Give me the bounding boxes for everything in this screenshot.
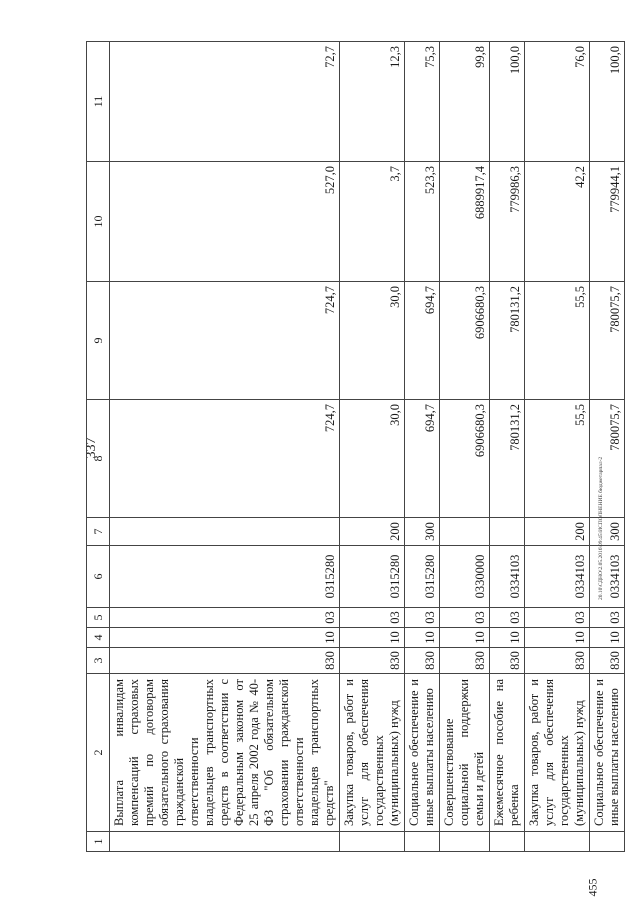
- column-header: 10: [87, 162, 110, 282]
- col-1-cell: [405, 832, 440, 852]
- amount-10-cell: 6889917,4: [440, 162, 490, 282]
- code-5-cell: 03: [525, 608, 590, 628]
- amount-10-cell: 42,2: [525, 162, 590, 282]
- table-row: [440, 42, 490, 852]
- table-row: [525, 42, 590, 852]
- percent-11-cell: 72,7: [110, 42, 340, 162]
- table-row: [340, 42, 405, 852]
- code-5-cell: 03: [590, 608, 625, 628]
- code-4-cell: 10: [110, 628, 340, 648]
- description-cell: Социальное обеспечение и иные выплаты населению: [405, 674, 440, 832]
- code-4-cell: 10: [525, 628, 590, 648]
- code-4-cell: 10: [340, 628, 405, 648]
- column-header: 9: [87, 282, 110, 400]
- col-1-cell: [590, 832, 625, 852]
- col-1-cell: [490, 832, 525, 852]
- column-header: 8: [87, 400, 110, 518]
- code-4-cell: 10: [590, 628, 625, 648]
- amount-9-cell: 30,0: [340, 282, 405, 400]
- code-3-cell: 830: [490, 648, 525, 674]
- code-3-cell: 830: [525, 648, 590, 674]
- code-3-cell: 830: [340, 648, 405, 674]
- col-1-cell: [440, 832, 490, 852]
- code-7-cell: [110, 518, 340, 546]
- code-3-cell: 830: [590, 648, 625, 674]
- budget-table: [86, 41, 625, 852]
- amount-10-cell: 779944,1: [590, 162, 625, 282]
- table-row: [405, 42, 440, 852]
- percent-11-cell: 76,0: [525, 42, 590, 162]
- code-5-cell: 03: [440, 608, 490, 628]
- amount-9-cell: 694,7: [405, 282, 440, 400]
- column-header: 11: [87, 42, 110, 162]
- amount-8-cell: 780131,2: [490, 400, 525, 518]
- code-6-cell: 0334103: [525, 546, 590, 608]
- percent-11-cell: 99,8: [440, 42, 490, 162]
- amount-8-cell: 694,7: [405, 400, 440, 518]
- percent-11-cell: 75,3: [405, 42, 440, 162]
- code-3-cell: 830: [405, 648, 440, 674]
- percent-11-cell: 12,3: [340, 42, 405, 162]
- amount-10-cell: 523,3: [405, 162, 440, 282]
- amount-10-cell: 527,0: [110, 162, 340, 282]
- amount-9-cell: 780075,7: [590, 282, 625, 400]
- code-5-cell: 03: [110, 608, 340, 628]
- amount-9-cell: 55,5: [525, 282, 590, 400]
- code-5-cell: 03: [405, 608, 440, 628]
- code-6-cell: 0334103: [490, 546, 525, 608]
- amount-8-cell: 724,7: [110, 400, 340, 518]
- code-4-cell: 10: [490, 628, 525, 648]
- code-5-cell: 03: [490, 608, 525, 628]
- amount-10-cell: 779986,3: [490, 162, 525, 282]
- column-header: 1: [87, 832, 110, 852]
- description-cell: Совершенствование социальной поддержки семьи и детей: [440, 674, 490, 832]
- code-7-cell: [440, 518, 490, 546]
- column-header: 6: [87, 546, 110, 608]
- code-4-cell: 10: [405, 628, 440, 648]
- table-row: [490, 42, 525, 852]
- code-7-cell: 300: [590, 518, 625, 546]
- description-cell: Выплата инвалидам компенсаций страховых премий по договорам обязательного страхования гражданской ответственности владельцев транспортных средств в соответствии с Федеральным законом от 25 апреля 2002 года № 40-ФЗ "Об обязательном страховании гражданской ответственности владельцев транспортных средств": [110, 674, 340, 832]
- footer-code: 20.10\СДНО\2.05.2016\09:45\ИСПОЛНЕНИЕ бюджетарпал-2: [598, 456, 604, 600]
- amount-9-cell: 724,7: [110, 282, 340, 400]
- col-1-cell: [525, 832, 590, 852]
- code-7-cell: 200: [340, 518, 405, 546]
- code-3-cell: 830: [110, 648, 340, 674]
- code-6-cell: 0334103: [590, 546, 625, 608]
- column-header: 5: [87, 608, 110, 628]
- table-row: [590, 42, 625, 852]
- description-cell: Закупка товаров, работ и услуг для обеспечения государственных (муниципальных) нужд: [525, 674, 590, 832]
- amount-8-cell: 6906680,3: [440, 400, 490, 518]
- amount-9-cell: 780131,2: [490, 282, 525, 400]
- page-number-top: 337: [84, 437, 99, 459]
- page-number-bottom: 455: [585, 878, 600, 897]
- column-header: 7: [87, 518, 110, 546]
- column-header: 4: [87, 628, 110, 648]
- percent-11-cell: 100,0: [590, 42, 625, 162]
- code-7-cell: 300: [405, 518, 440, 546]
- code-3-cell: 830: [440, 648, 490, 674]
- code-5-cell: 03: [340, 608, 405, 628]
- column-header: 2: [87, 674, 110, 832]
- code-6-cell: 0315280: [110, 546, 340, 608]
- percent-11-cell: 100,0: [490, 42, 525, 162]
- amount-10-cell: 3,7: [340, 162, 405, 282]
- description-cell: Социальное обеспечение и иные выплаты населению: [590, 674, 625, 832]
- code-6-cell: 0315280: [340, 546, 405, 608]
- code-6-cell: 0330000: [440, 546, 490, 608]
- table-row: [110, 42, 340, 852]
- code-7-cell: 200: [525, 518, 590, 546]
- amount-8-cell: 780075,7: [590, 400, 625, 518]
- code-4-cell: 10: [440, 628, 490, 648]
- description-cell: Ежемесячное пособие на ребенка: [490, 674, 525, 832]
- amount-8-cell: 30,0: [340, 400, 405, 518]
- code-7-cell: [490, 518, 525, 546]
- description-cell: Закупка товаров, работ и услуг для обеспечения государственных (муниципальных) нужд: [340, 674, 405, 832]
- table-header-row: [87, 42, 110, 852]
- amount-9-cell: 6906680,3: [440, 282, 490, 400]
- amount-8-cell: 55,5: [525, 400, 590, 518]
- col-1-cell: [340, 832, 405, 852]
- code-6-cell: 0315280: [405, 546, 440, 608]
- col-1-cell: [110, 832, 340, 852]
- column-header: 3: [87, 648, 110, 674]
